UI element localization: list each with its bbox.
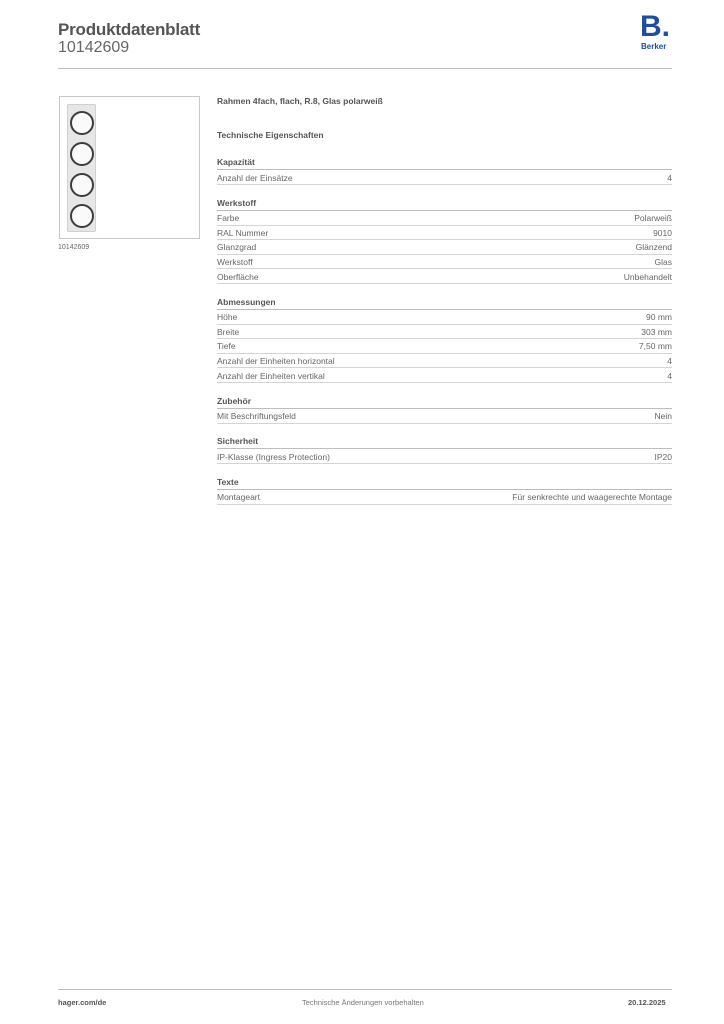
spec-label: Werkstoff: [217, 256, 253, 267]
spec-value: Polarweiß: [634, 213, 672, 224]
tech-properties-heading: Technische Eigenschaften: [217, 130, 324, 140]
section-title: Zubehör: [217, 396, 672, 409]
footer-divider: [58, 989, 672, 990]
section-title: Abmessungen: [217, 297, 672, 310]
image-caption: 10142609: [58, 244, 90, 251]
spec-label: Anzahl der Einsätze: [217, 172, 293, 183]
spec-value: Nein: [654, 411, 672, 422]
spec-row: [217, 369, 672, 383]
footer-date: 20.12.2025: [628, 998, 666, 1007]
spec-row: [217, 270, 672, 284]
spec-label: Mit Beschriftungsfeld: [217, 411, 296, 422]
spec-value: 4: [667, 355, 672, 366]
spec-row: [217, 354, 672, 368]
product-image: [59, 96, 200, 239]
spec-label: Höhe: [217, 312, 238, 323]
section-title: Kapazität: [217, 157, 672, 170]
spec-row: [217, 491, 672, 505]
frame-illustration: [67, 104, 96, 232]
spec-label: Montageart: [217, 492, 260, 503]
page-title: Produktdatenblatt: [58, 20, 201, 39]
spec-value: 4: [667, 172, 672, 183]
spec-row: [217, 171, 672, 185]
spec-label: Anzahl der Einheiten vertikal: [217, 370, 325, 381]
spec-row: [217, 212, 672, 226]
spec-label: Glanzgrad: [217, 242, 257, 253]
spec-row: [217, 410, 672, 424]
product-number: 10142609: [58, 39, 130, 56]
spec-row: [217, 255, 672, 269]
spec-label: Breite: [217, 326, 240, 337]
spec-label: Tiefe: [217, 341, 236, 352]
section-title: Werkstoff: [217, 198, 672, 211]
section-title: Sicherheit: [217, 436, 672, 449]
frame-ring: [70, 173, 94, 197]
footer-website: hager.com/de: [58, 998, 107, 1007]
logo-text: Berker: [641, 42, 667, 51]
spec-row: [217, 450, 672, 464]
spec-row: [217, 241, 672, 255]
spec-value: Unbehandelt: [623, 271, 672, 282]
spec-row: [217, 311, 672, 325]
spec-row: [217, 325, 672, 339]
product-name: Rahmen 4fach, flach, R.8, Glas polarweiß: [217, 96, 383, 106]
spec-label: Anzahl der Einheiten horizontal: [217, 355, 335, 366]
spec-label: RAL Nummer: [217, 227, 269, 238]
spec-row: [217, 226, 672, 240]
berker-logo: [638, 10, 676, 54]
spec-row: [217, 340, 672, 354]
spec-label: Oberfläche: [217, 271, 259, 282]
logo-letter: B.: [640, 10, 670, 43]
spec-value: 90 mm: [646, 312, 672, 323]
spec-value: 9010: [653, 227, 672, 238]
spec-value: 7,50 mm: [638, 341, 672, 352]
section-title: Texte: [217, 477, 672, 490]
spec-value: Glänzend: [635, 242, 672, 253]
spec-value: IP20: [654, 451, 672, 462]
spec-value: 4: [667, 370, 672, 381]
header-divider: [58, 68, 672, 69]
frame-ring: [70, 111, 94, 135]
frame-ring: [70, 142, 94, 166]
footer-disclaimer: Technische Änderungen vorbehalten: [302, 998, 424, 1007]
spec-value: Glas: [654, 256, 672, 267]
spec-label: Farbe: [217, 213, 240, 224]
frame-ring: [70, 204, 94, 228]
spec-value: Für senkrechte und waagerechte Montage: [512, 492, 672, 503]
spec-label: IP-Klasse (Ingress Protection): [217, 451, 330, 462]
spec-value: 303 mm: [641, 326, 672, 337]
